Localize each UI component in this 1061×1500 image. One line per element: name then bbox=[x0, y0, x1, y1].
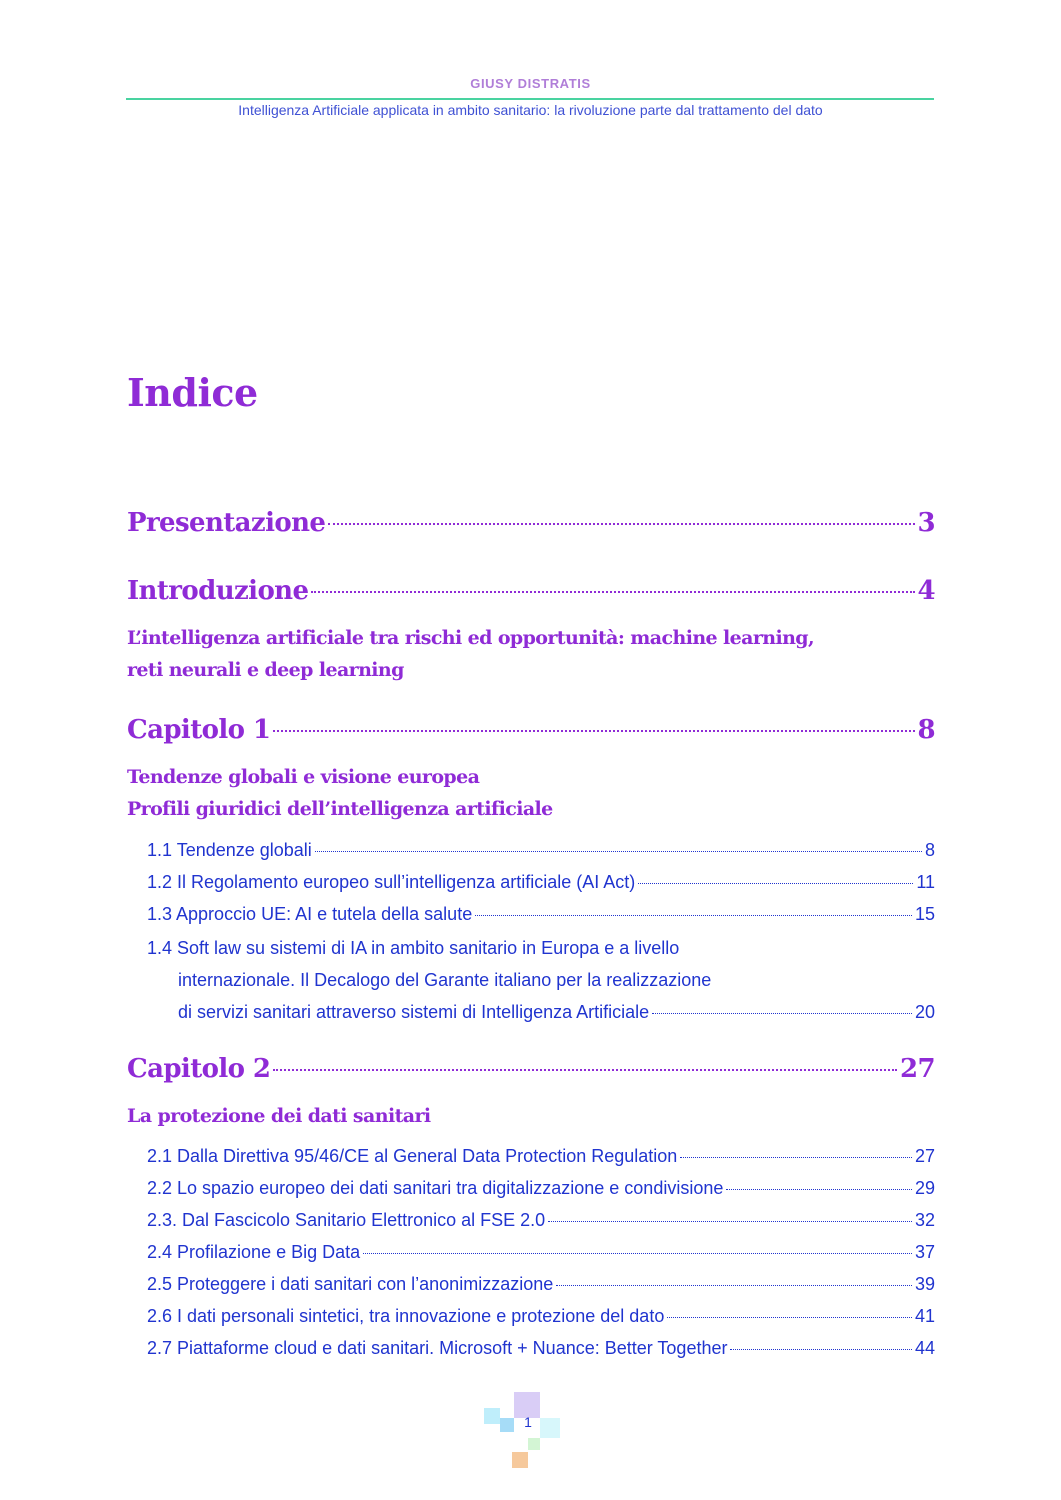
subtitle-line: Profili giuridici dell’intelligenza artificiale bbox=[127, 798, 553, 820]
toc-section-label: 2.6 I dati personali sintetici, tra innovazione e protezione del dato bbox=[147, 1306, 665, 1326]
dot-leader bbox=[548, 1221, 912, 1222]
subtitle-line: reti neurali e deep learning bbox=[127, 659, 404, 681]
toc-section-label: 2.7 Piattaforme cloud e dati sanitari. Microsoft + Nuance: Better Together bbox=[147, 1338, 728, 1358]
dot-leader bbox=[667, 1317, 912, 1318]
toc-entry-page: 4 bbox=[917, 576, 935, 606]
toc-section-label: 1.2 Il Regolamento europeo sull’intelligenza artificiale (AI Act) bbox=[147, 872, 636, 892]
toc-section-line: 1.4 Soft law su sistemi di IA in ambito sanitario in Europa e a livello bbox=[147, 938, 680, 958]
toc-entry-presentazione[interactable] bbox=[127, 508, 935, 538]
toc-entry-label: Introduzione bbox=[127, 576, 309, 606]
toc-entry-label: Capitolo 2 bbox=[127, 1054, 271, 1084]
toc-section-page: 8 bbox=[924, 840, 935, 860]
toc-section-label: 2.2 Lo spazio europeo dei dati sanitari tra digitalizzazione e condivisione bbox=[147, 1178, 724, 1198]
footer-pixel-mosaic bbox=[484, 1392, 564, 1468]
toc-entry-page: 8 bbox=[917, 715, 935, 745]
toc-entry-introduzione[interactable] bbox=[127, 576, 935, 606]
subtitle-line: L’intelligenza artificiale tra rischi ed opportunità: machine learning, bbox=[127, 627, 815, 649]
toc-entry-capitolo-2[interactable] bbox=[127, 1054, 935, 1084]
dot-leader bbox=[273, 1069, 897, 1071]
dot-leader bbox=[315, 851, 922, 852]
mosaic-square bbox=[540, 1418, 560, 1438]
mosaic-square bbox=[484, 1408, 500, 1424]
toc-entry-capitolo-1[interactable] bbox=[127, 715, 935, 745]
toc-section-page: 29 bbox=[914, 1178, 935, 1198]
page-number: 1 bbox=[524, 1414, 532, 1430]
dot-leader bbox=[726, 1189, 912, 1190]
running-header-author: GIUSY DISTRATIS bbox=[470, 76, 591, 91]
toc-section-2-4[interactable] bbox=[147, 1242, 935, 1263]
toc-section-label: 1.3 Approccio UE: AI e tutela della salute bbox=[147, 904, 473, 924]
toc-section-page: 39 bbox=[914, 1274, 935, 1294]
subtitle-line: Tendenze globali e visione europea bbox=[127, 766, 480, 788]
dot-leader bbox=[328, 523, 914, 525]
toc-section-line: di servizi sanitari attraverso sistemi di Intelligenza Artificiale bbox=[178, 1002, 650, 1022]
subtitle-line: La protezione dei dati sanitari bbox=[127, 1105, 431, 1127]
toc-section-2-5[interactable] bbox=[147, 1274, 935, 1295]
toc-section-page: 44 bbox=[914, 1338, 935, 1358]
toc-entry-page: 27 bbox=[900, 1054, 935, 1084]
dot-leader bbox=[556, 1285, 912, 1286]
mosaic-square bbox=[528, 1438, 540, 1450]
dot-leader bbox=[273, 730, 914, 732]
capitolo-2-subtitle bbox=[127, 1100, 887, 1132]
toc-section-label: 1.1 Tendenze globali bbox=[147, 840, 312, 860]
dot-leader bbox=[652, 1013, 912, 1014]
toc-section-2-1[interactable] bbox=[147, 1146, 935, 1167]
toc-entry-page: 3 bbox=[917, 508, 935, 538]
dot-leader bbox=[363, 1253, 912, 1254]
toc-section-1-1[interactable] bbox=[147, 840, 935, 861]
toc-section-page: 11 bbox=[916, 872, 935, 892]
toc-section-page: 32 bbox=[914, 1210, 935, 1230]
dot-leader bbox=[638, 883, 913, 884]
dot-leader bbox=[680, 1157, 912, 1158]
dot-leader bbox=[730, 1349, 911, 1350]
toc-section-1-3[interactable] bbox=[147, 904, 935, 925]
toc-section-line: internazionale. Il Decalogo del Garante italiano per la realizzazione bbox=[178, 970, 712, 990]
toc-section-page: 41 bbox=[914, 1306, 935, 1326]
page-title: Indice bbox=[127, 370, 258, 415]
toc-section-2-3[interactable] bbox=[147, 1210, 935, 1231]
toc-section-label: 2.1 Dalla Direttiva 95/46/CE al General Data Protection Regulation bbox=[147, 1146, 678, 1166]
toc-section-last-line bbox=[147, 996, 935, 1028]
mosaic-square bbox=[500, 1418, 514, 1432]
toc-section-label: 2.4 Profilazione e Big Data bbox=[147, 1242, 361, 1262]
toc-section-1-2[interactable] bbox=[147, 872, 935, 893]
toc-section-page: 37 bbox=[914, 1242, 935, 1262]
toc-section-1-4[interactable] bbox=[147, 932, 935, 1028]
running-header-subtitle: Intelligenza Artificiale applicata in ambito sanitario: la rivoluzione parte dal trattamento del dato bbox=[238, 102, 823, 118]
toc-section-2-6[interactable] bbox=[147, 1306, 935, 1327]
toc-entry-label: Capitolo 1 bbox=[127, 715, 271, 745]
toc-entry-label: Presentazione bbox=[127, 508, 326, 538]
capitolo-1-subtitle bbox=[127, 761, 887, 825]
toc-section-page: 15 bbox=[914, 904, 935, 924]
toc-section-label: 2.5 Proteggere i dati sanitari con l’anonimizzazione bbox=[147, 1274, 554, 1294]
mosaic-square bbox=[512, 1452, 528, 1468]
toc-section-page: 27 bbox=[914, 1146, 935, 1166]
toc-section-2-2[interactable] bbox=[147, 1178, 935, 1199]
header-rule bbox=[126, 98, 934, 100]
toc-section-2-7[interactable] bbox=[147, 1338, 935, 1359]
toc-section-label: 2.3. Dal Fascicolo Sanitario Elettronico al FSE 2.0 bbox=[147, 1210, 546, 1230]
introduzione-subtitle bbox=[127, 622, 887, 686]
dot-leader bbox=[311, 591, 914, 593]
toc-section-page: 20 bbox=[914, 1002, 935, 1022]
dot-leader bbox=[475, 915, 912, 916]
